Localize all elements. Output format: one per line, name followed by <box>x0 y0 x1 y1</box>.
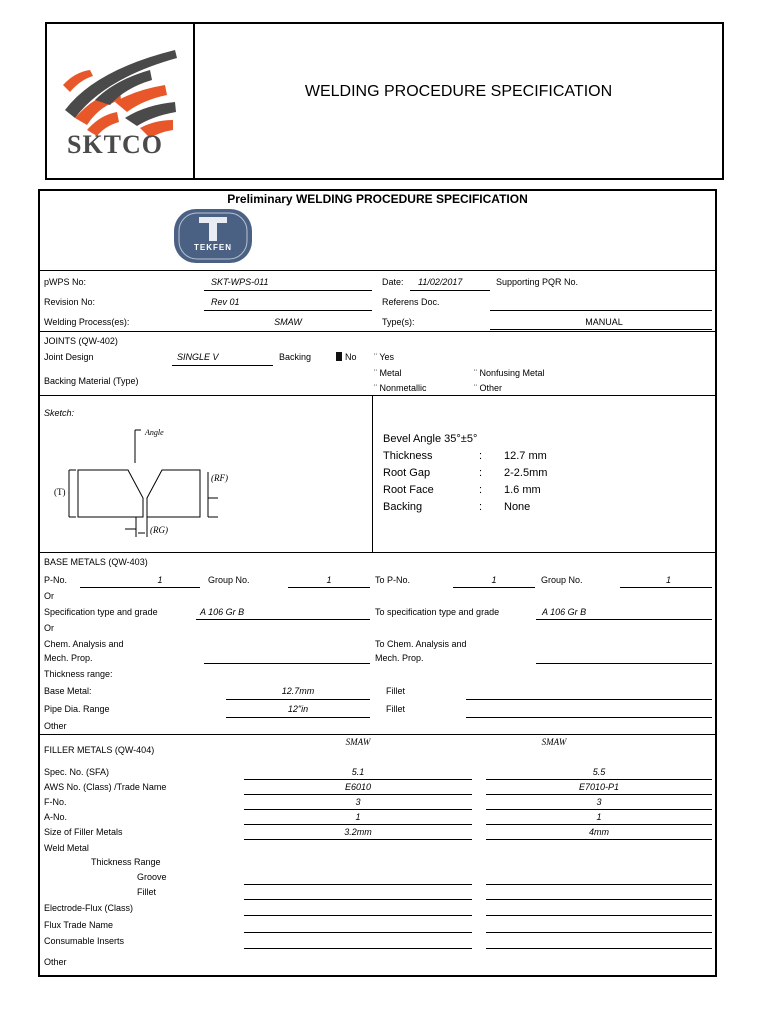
divider <box>39 331 716 332</box>
nonmetallic-label: Nonmetallic <box>379 383 427 393</box>
spec-label: Bevel Angle 35°±5° <box>383 433 478 445</box>
process-value[interactable]: SMAW <box>274 317 302 327</box>
sktco-logo <box>55 40 185 165</box>
base-metal-label: Base Metal: <box>44 686 92 696</box>
thickness-range-label: Thickness range: <box>44 669 113 679</box>
filler-line <box>244 899 472 900</box>
form-title <box>39 192 716 206</box>
types-value[interactable]: MANUAL <box>585 317 623 327</box>
chem-line <box>204 663 370 664</box>
spec-value: 12.7 mm <box>504 450 547 462</box>
date-line <box>410 290 490 291</box>
fillet-label: Fillet <box>386 686 406 696</box>
form-title-prefix: Preliminary <box>227 192 293 206</box>
filler-line <box>244 809 472 810</box>
filler-line <box>244 932 472 933</box>
revision-label: Revision No: <box>44 297 96 307</box>
process-label: Welding Process(es): <box>44 317 130 327</box>
groove-label: Groove <box>137 872 167 882</box>
date-label: Date: <box>382 277 404 287</box>
base-metals-title: BASE METALS (QW-403) <box>44 557 148 567</box>
spec-value: 2-2.5mm <box>504 467 548 479</box>
or-label: Or <box>44 591 54 601</box>
sketch-label: Sketch: <box>44 408 75 418</box>
filler-row-v1[interactable]: 3.2mm <box>344 827 372 837</box>
pipe-label: Pipe Dia. Range <box>44 704 110 714</box>
backing-no-label: No <box>345 352 357 362</box>
group2-label: Group No. <box>541 575 583 585</box>
filler-line <box>244 948 472 949</box>
filler-row-v1[interactable]: 5.1 <box>351 767 365 777</box>
filler-line <box>244 794 472 795</box>
divider <box>39 270 716 271</box>
tekfen-logo <box>173 208 253 264</box>
metal-label: Metal <box>379 368 402 378</box>
checkbox-icon: ¨ <box>374 352 377 362</box>
group2-line <box>620 587 712 588</box>
pwps-value[interactable]: SKT-WPS-011 <box>211 277 269 287</box>
metal-checkbox[interactable] <box>374 368 402 379</box>
filler-line <box>486 899 712 900</box>
base-metal-value[interactable]: 12.7mm <box>281 686 315 696</box>
filler-line <box>486 824 712 825</box>
filler-line <box>244 839 472 840</box>
nonfusing-checkbox[interactable] <box>474 368 545 379</box>
revision-line <box>204 310 372 311</box>
joint-sketch <box>50 425 240 543</box>
backing-material-label: Backing Material (Type) <box>44 376 139 386</box>
filler-line <box>486 932 712 933</box>
fillet-line <box>466 699 712 700</box>
filler-line <box>486 809 712 810</box>
divider <box>39 552 716 553</box>
nonmetallic-checkbox[interactable] <box>374 383 427 394</box>
checked-box-icon <box>336 352 342 361</box>
header-divider <box>193 23 195 179</box>
joint-design-value[interactable]: SINGLE V <box>177 352 219 362</box>
sketch-angle-label: Angle <box>145 428 164 437</box>
to-spec-value[interactable]: A 106 Gr B <box>542 607 587 617</box>
fillet2-line <box>466 717 712 718</box>
thickness-range-label: Thickness Range <box>91 857 161 867</box>
backing-yes-checkbox[interactable] <box>374 352 394 363</box>
group-value[interactable]: 1 <box>326 575 332 585</box>
checkbox-icon: ¨ <box>374 368 377 378</box>
filler-row-label: F-No. <box>44 797 67 807</box>
backing-yes-label: Yes <box>379 352 395 362</box>
checkbox-icon: ¨ <box>474 383 477 393</box>
filler-col1-head: SMAW <box>345 737 371 747</box>
spec-sep: : <box>479 450 483 462</box>
form-title-main: WELDING PROCEDURE SPECIFICATION <box>295 192 528 206</box>
filler-line <box>486 839 712 840</box>
filler-row-v2[interactable]: 1 <box>596 812 602 822</box>
date-value[interactable]: 11/02/2017 <box>418 277 463 287</box>
to-pno-label: To P-No. <box>375 575 411 585</box>
filler-line <box>486 779 712 780</box>
pno-value[interactable]: 1 <box>157 575 163 585</box>
sketch-t-label: (T) <box>54 487 66 497</box>
filler-line <box>244 915 472 916</box>
base-metal-line <box>226 699 370 700</box>
filler-row-v1[interactable]: E6010 <box>344 782 372 792</box>
filler-other-label: Other <box>44 957 67 967</box>
pipe-value[interactable]: 12"in <box>287 704 309 714</box>
filler-metals-title: FILLER METALS (QW-404) <box>44 745 155 755</box>
to-mech-label: Mech. Prop. <box>375 653 424 663</box>
group2-value[interactable]: 1 <box>666 575 672 585</box>
revision-value[interactable]: Rev 01 <box>211 297 240 307</box>
filler-line <box>486 915 712 916</box>
pqr-label: Supporting PQR No. <box>496 277 579 287</box>
tekfen-logo-text: TEKFEN <box>194 243 232 252</box>
spec-label: Specification type and grade <box>44 607 158 617</box>
filler-row-v2[interactable]: 5.5 <box>592 767 606 777</box>
pqr-line <box>490 310 712 311</box>
flux-trade-label: Flux Trade Name <box>44 920 114 930</box>
types-label: Type(s): <box>382 317 415 327</box>
pwps-label: pWPS No: <box>44 277 87 287</box>
spec-label: Root Gap <box>383 467 431 479</box>
sketch-divider <box>372 395 373 552</box>
filler-line <box>486 948 712 949</box>
filler-row-v2[interactable]: 4mm <box>589 827 609 837</box>
filler-row-v1[interactable]: 1 <box>355 812 361 822</box>
group-label: Group No. <box>208 575 250 585</box>
filler-row-label: Size of Filler Metals <box>44 827 123 837</box>
filler-row-v1[interactable]: 3 <box>355 797 361 807</box>
pipe-line <box>226 717 370 718</box>
joint-design-label: Joint Design <box>44 352 94 362</box>
referens-label: Referens Doc. <box>382 297 440 307</box>
to-chem-label: To Chem. Analysis and <box>375 639 467 649</box>
spec-value[interactable]: A 106 Gr B <box>200 607 245 617</box>
fillet-label: Fillet <box>137 887 157 897</box>
spec-value: 1.6 mm <box>504 484 541 496</box>
types-line <box>490 329 712 330</box>
spec-sep: : <box>479 501 483 513</box>
divider <box>39 395 716 396</box>
mech-label: Mech. Prop. <box>44 653 93 663</box>
spec-line <box>196 619 370 620</box>
joints-title: JOINTS (QW-402) <box>44 336 118 346</box>
backing-label: Backing <box>279 352 312 362</box>
pwps-line <box>204 290 372 291</box>
nonfusing-label: Nonfusing Metal <box>479 368 545 378</box>
filler-row-label: AWS No. (Class) /Trade Name <box>44 782 167 792</box>
filler-row-v2[interactable]: 3 <box>596 797 602 807</box>
other-label: Other <box>44 721 67 731</box>
spec-label: Backing <box>383 501 423 513</box>
spec-label: Root Face <box>383 484 434 496</box>
to-pno-value[interactable]: 1 <box>491 575 497 585</box>
chem-label: Chem. Analysis and <box>44 639 124 649</box>
filler-col2-head: SMAW <box>541 737 567 747</box>
spec-label: Thickness <box>383 450 433 462</box>
filler-line <box>244 779 472 780</box>
filler-line <box>486 884 712 885</box>
filler-line <box>486 794 712 795</box>
spec-sep: : <box>479 467 483 479</box>
filler-row-label: Spec. No. (SFA) <box>44 767 110 777</box>
electrode-flux-label: Electrode-Flux (Class) <box>44 903 134 913</box>
sketch-rf-label: (RF) <box>211 473 228 483</box>
page-title: WELDING PROCEDURE SPECIFICATION <box>304 83 613 100</box>
to-spec-label: To specification type and grade <box>375 607 500 617</box>
other-label: Other <box>479 383 503 393</box>
fillet2-label: Fillet <box>386 704 406 714</box>
divider <box>39 734 716 735</box>
checkbox-icon: ¨ <box>374 383 377 393</box>
spec-sep: : <box>479 484 483 496</box>
pno-label: P-No. <box>44 575 68 585</box>
spec-value: None <box>504 501 531 513</box>
joint-design-line <box>172 365 273 366</box>
checkbox-icon: ¨ <box>474 368 477 378</box>
weld-metal-label: Weld Metal <box>44 843 89 853</box>
consumable-label: Consumable Inserts <box>44 936 125 946</box>
sktco-logo-text: SKTCO <box>67 130 164 159</box>
filler-row-v2[interactable]: E7010-P1 <box>578 782 620 792</box>
group-line <box>288 587 370 588</box>
to-chem-line <box>536 663 712 664</box>
filler-line <box>244 884 472 885</box>
to-spec-line <box>536 619 712 620</box>
backing-no-checkbox[interactable] <box>336 352 357 363</box>
or-label: Or <box>44 623 54 633</box>
sketch-rg-label: (RG) <box>150 525 168 535</box>
to-pno-line <box>453 587 535 588</box>
filler-line <box>244 824 472 825</box>
filler-row-label: A-No. <box>44 812 68 822</box>
other-checkbox[interactable] <box>474 383 502 394</box>
pno-line <box>80 587 200 588</box>
